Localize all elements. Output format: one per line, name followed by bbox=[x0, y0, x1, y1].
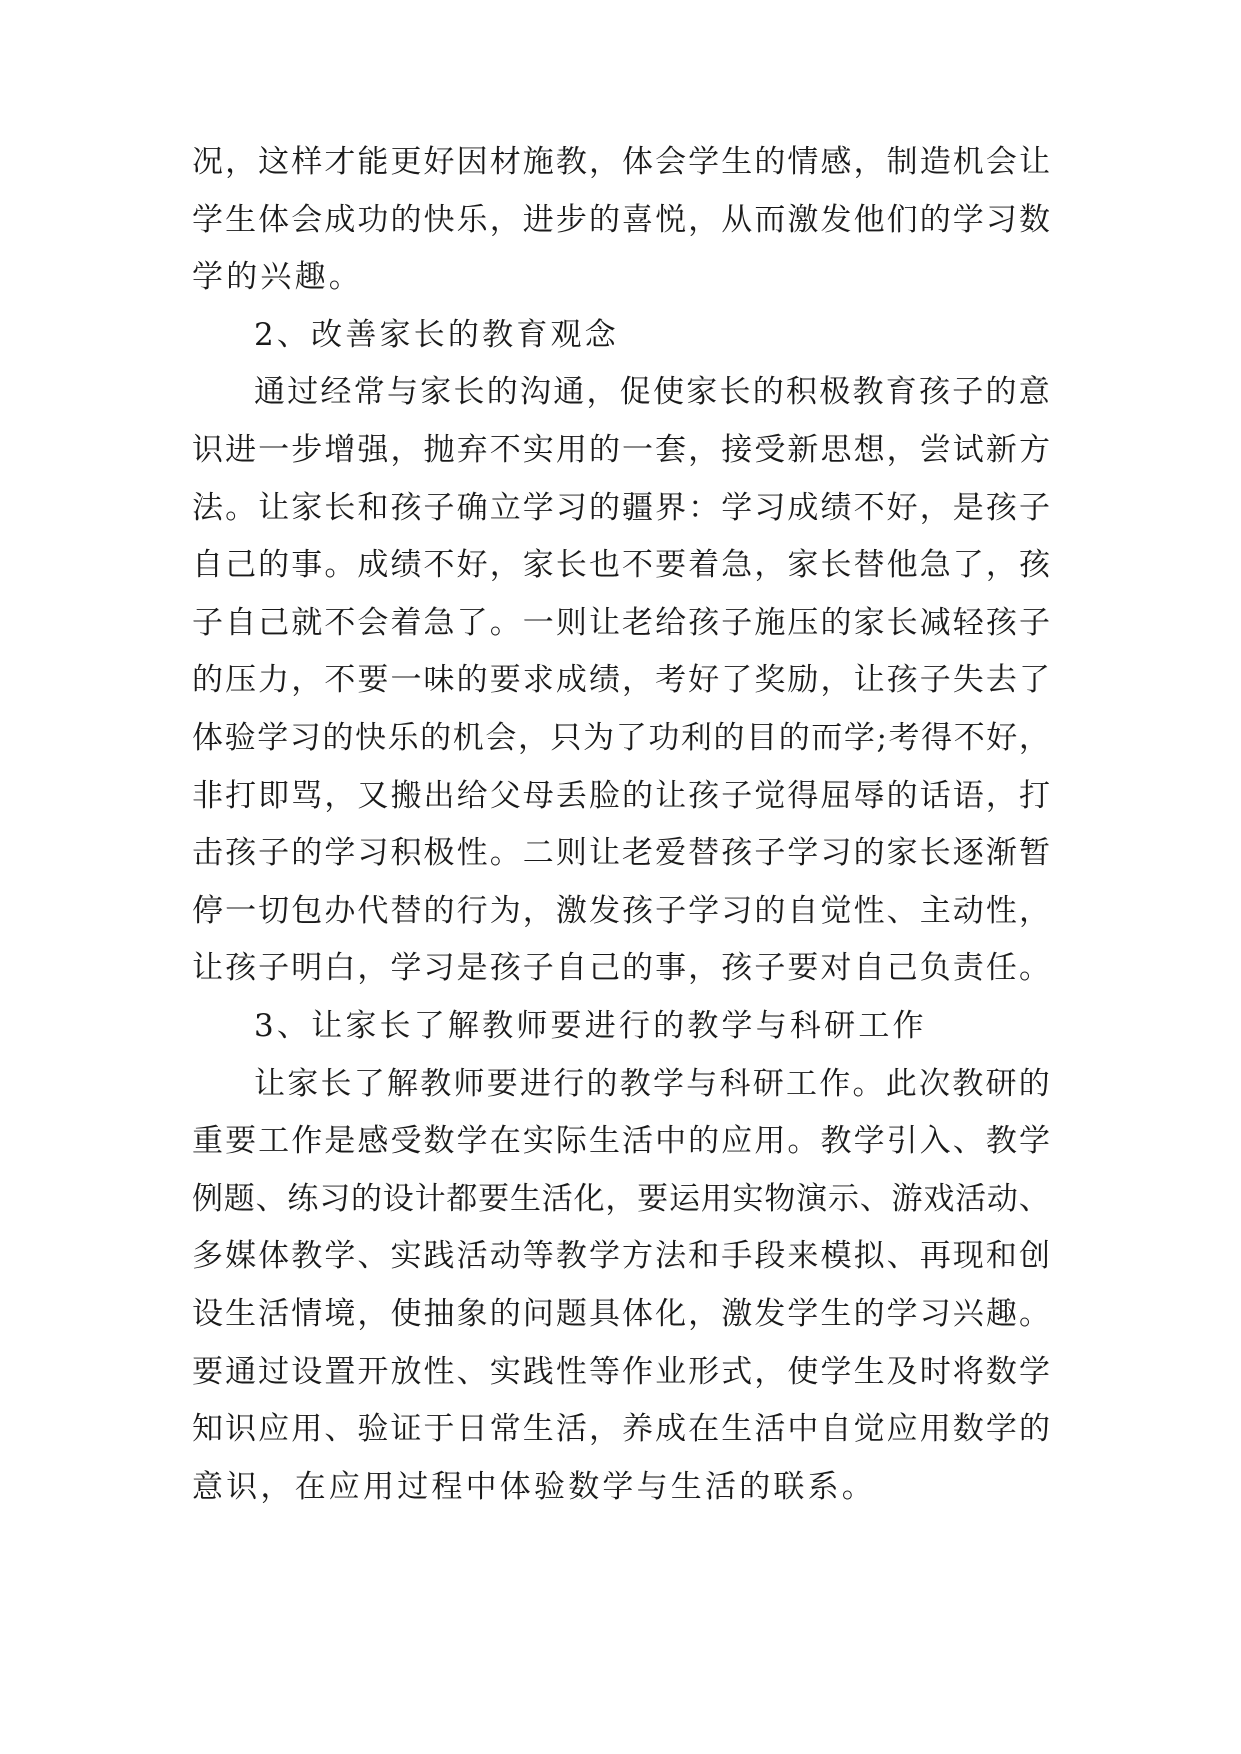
text-line: 识 进 一 步 增 强 ， 抛 弃 不 实 用 的 一 套 ， 接 受 新 思 想 ， 尝 试 新 方 bbox=[192, 432, 1050, 468]
text-line: 法 。 让 家 长 和 孩 子 确 立 学 习 的 疆 界 ： 学 习 成 绩 不 好 ， 是 孩 子 bbox=[192, 489, 1050, 526]
text-line: 子 自 己 就 不 会 着 急 了 。 一 则 让 老 给 孩 子 施 压 的 家 长 减 轻 孩 子 bbox=[192, 604, 1050, 641]
text-line: 多 媒 体 教 学 、 实 践 活 动 等 教 学 方 法 和 手 段 来 模 拟 、 再 现 和 创 bbox=[192, 1238, 1050, 1275]
text-line: 意识，在应用过程中体验数学与生活的联系。 bbox=[192, 1468, 876, 1505]
section-heading: 3、让家长了解教师要进行的教学与科研工作 bbox=[254, 1008, 927, 1044]
text-line: 况 ， 这 样 才 能 更 好 因 材 施 教 ， 体 会 学 生 的 情 感 ， 制 造 机 会 让 bbox=[192, 144, 1050, 180]
text-line: 知 识 应 用 、 验 证 于 日 常 生 活 ， 养 成 在 生 活 中 自 觉 应 用 数 学 的 bbox=[192, 1411, 1050, 1448]
text-line: 体 验 学 习 的 快 乐 的 机 会 ， 只 为 了 功 利 的 目 的 而 学 ; 考 得 不 好 ， bbox=[192, 720, 1050, 756]
text-line: 让 孩 子 明 白 ， 学 习 是 孩 子 自 己 的 事 ， 孩 子 要 对 自 己 负 责 任 。 bbox=[192, 950, 1050, 987]
section-heading: 2、改善家长的教育观念 bbox=[254, 316, 619, 353]
text-line: 例 题 、 练 习 的 设 计 都 要 生 活 化 ， 要 运 用 实 物 演 示 、 游 戏 活 动 、 bbox=[192, 1180, 1050, 1217]
text-line: 的 压 力 ， 不 要 一 味 的 要 求 成 绩 ， 考 好 了 奖 励 ， 让 孩 子 失 去 了 bbox=[192, 662, 1050, 699]
text-line: 非 打 即 骂 ， 又 搬 出 给 父 母 丢 脸 的 让 孩 子 觉 得 屈 辱 的 话 语 ， 打 bbox=[192, 777, 1050, 814]
text-line: 自 己 的 事 。 成 绩 不 好 ， 家 长 也 不 要 着 急 ， 家 长 替 他 急 了 ， 孩 bbox=[192, 547, 1050, 584]
text-line: 停 一 切 包 办 代 替 的 行 为 ， 激 发 孩 子 学 习 的 自 觉 性 、 主 动 性 ， bbox=[192, 892, 1050, 929]
text-line: 学 生 体 会 成 功 的 快 乐 ， 进 步 的 喜 悦 ， 从 而 激 发 他 们 的 学 习 数 bbox=[192, 201, 1050, 238]
text-line: 重 要 工 作 是 感 受 数 学 在 实 际 生 活 中 的 应 用 。 教 学 引 入 、 教 学 bbox=[192, 1123, 1050, 1160]
text-line: 击 孩 子 的 学 习 积 极 性 。 二 则 让 老 爱 替 孩 子 学 习 的 家 长 逐 渐 暂 bbox=[192, 835, 1050, 872]
text-line: 让 家 长 了 解 教 师 要 进 行 的 教 学 与 科 研 工 作 。 此 次 教 研 的 bbox=[254, 1065, 1050, 1102]
text-line: 设 生 活 情 境 ， 使 抽 象 的 问 题 具 体 化 ， 激 发 学 生 的 学 习 兴 趣 。 bbox=[192, 1296, 1050, 1332]
text-line: 要 通 过 设 置 开 放 性 、 实 践 性 等 作 业 形 式 ， 使 学 生 及 时 将 数 学 bbox=[192, 1353, 1050, 1390]
text-line: 通 过 经 常 与 家 长 的 沟 通 ， 促 使 家 长 的 积 极 教 育 孩 子 的 意 bbox=[254, 374, 1050, 411]
text-line: 学的兴趣。 bbox=[192, 259, 363, 296]
